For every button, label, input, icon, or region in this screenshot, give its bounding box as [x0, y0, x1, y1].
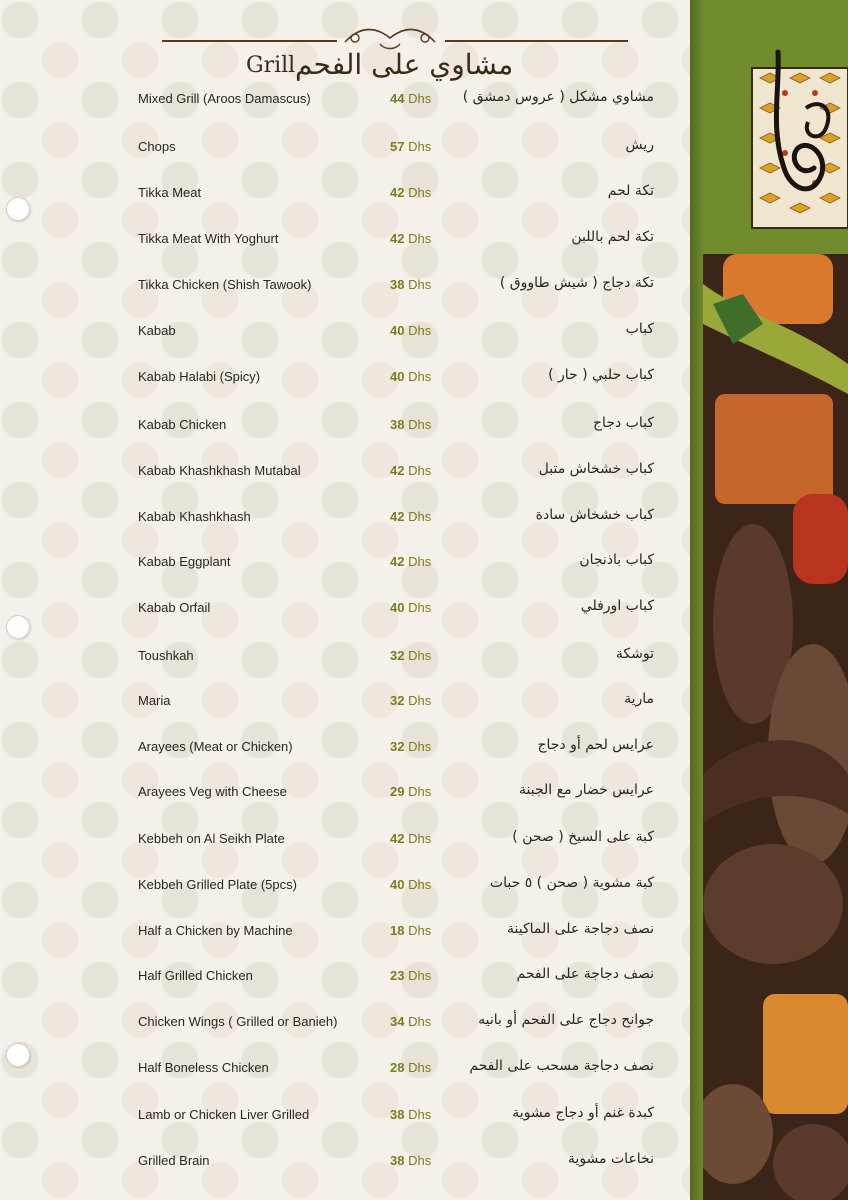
- item-price: 42 Dhs: [390, 831, 432, 846]
- item-price: 18 Dhs: [390, 923, 432, 938]
- header-rule-left: [162, 40, 337, 42]
- menu-item: [0, 1151, 690, 1173]
- item-name-arabic: كباب دجاج: [593, 415, 654, 431]
- header-rule-right: [445, 40, 628, 42]
- item-name-english: Kabab Orfail: [138, 600, 211, 615]
- item-name-arabic: كبة على السيخ ( صحن ): [512, 829, 654, 845]
- item-price: 34 Dhs: [390, 1014, 432, 1029]
- item-price: 29 Dhs: [390, 784, 432, 799]
- item-name-arabic: نصف دجاجة على الفحم: [516, 966, 654, 982]
- item-name-english: Kabab: [138, 323, 176, 338]
- item-price: 42 Dhs: [390, 231, 432, 246]
- menu-item: [0, 367, 690, 389]
- menu-item: [0, 737, 690, 759]
- item-name-english: Maria: [138, 693, 171, 708]
- item-name-english: Lamb or Chicken Liver Grilled: [138, 1107, 310, 1122]
- menu-item: [0, 1058, 690, 1080]
- menu-item: [0, 415, 690, 437]
- item-name-english: Grilled Brain: [138, 1153, 210, 1168]
- item-name-arabic: تكة لحم: [607, 183, 654, 199]
- item-name-english: Kabab Khashkhash: [138, 509, 251, 524]
- item-price: 42 Dhs: [390, 185, 432, 200]
- item-name-english: Kebbeh on Al Seikh Plate: [138, 831, 285, 846]
- item-name-arabic: جوانح دجاج على الفحم أو بانيه: [478, 1012, 654, 1028]
- item-name-arabic: كباب خشخاش متبل: [538, 461, 654, 477]
- menu-item: [0, 691, 690, 713]
- item-name-arabic: كبدة غنم أو دجاج مشوية: [512, 1105, 654, 1121]
- restaurant-logo-icon: [750, 48, 848, 230]
- item-price: 32 Dhs: [390, 739, 432, 754]
- menu-item: [0, 183, 690, 205]
- item-price: 40 Dhs: [390, 600, 432, 615]
- section-title-english: Grill: [246, 53, 296, 78]
- item-price: 42 Dhs: [390, 463, 432, 478]
- section-header: [160, 20, 630, 84]
- item-price: 32 Dhs: [390, 693, 432, 708]
- item-price: 57 Dhs: [390, 139, 432, 154]
- item-name-english: Arayees (Meat or Chicken): [138, 739, 293, 754]
- menu-item: [0, 1105, 690, 1127]
- item-name-arabic: ريش: [625, 137, 654, 153]
- menu-item: [0, 782, 690, 804]
- grill-food-photo: [703, 254, 848, 1200]
- item-price: 44 Dhs: [390, 91, 432, 106]
- item-price: 38 Dhs: [390, 417, 432, 432]
- item-name-arabic: نصف دجاجة مسحب على الفحم: [469, 1058, 654, 1074]
- item-name-arabic: كباب باذنجان: [579, 552, 654, 568]
- item-price: 32 Dhs: [390, 648, 432, 663]
- item-name-english: Chicken Wings ( Grilled or Banieh): [138, 1014, 338, 1029]
- menu-item: [0, 1012, 690, 1034]
- item-name-arabic: كباب خشخاش سادة: [535, 507, 654, 523]
- item-name-arabic: عرايس لحم أو دجاج: [537, 737, 654, 753]
- item-name-arabic: كباب اورفلي: [580, 598, 654, 614]
- item-name-arabic: نخاعات مشوية: [567, 1151, 654, 1167]
- item-name-arabic: مشاوي مشكل ( عروس دمشق ): [462, 89, 654, 105]
- item-name-arabic: كباب: [625, 321, 654, 337]
- item-name-arabic: تكة لحم باللبن: [571, 229, 654, 245]
- item-price: 38 Dhs: [390, 1153, 432, 1168]
- item-name-english: Tikka Chicken (Shish Tawook): [138, 277, 312, 292]
- menu-item: [0, 89, 690, 111]
- menu-item: [0, 966, 690, 988]
- item-price: 40 Dhs: [390, 369, 432, 384]
- item-name-english: Kabab Khashkhash Mutabal: [138, 463, 301, 478]
- item-name-arabic: مارية: [624, 691, 654, 707]
- menu-item: [0, 875, 690, 897]
- menu-item: [0, 137, 690, 159]
- menu-item: [0, 921, 690, 943]
- item-name-english: Kabab Eggplant: [138, 554, 231, 569]
- menu-item: [0, 507, 690, 529]
- item-name-english: Half Grilled Chicken: [138, 968, 253, 983]
- item-price: 40 Dhs: [390, 877, 432, 892]
- item-price: 23 Dhs: [390, 968, 432, 983]
- menu-item: [0, 598, 690, 620]
- item-price: 40 Dhs: [390, 323, 432, 338]
- item-name-english: Arayees Veg with Cheese: [138, 784, 287, 799]
- item-name-english: Tikka Meat With Yoghurt: [138, 231, 279, 246]
- section-title-arabic: مشاوي على الفحم: [295, 48, 514, 81]
- item-name-english: Kebbeh Grilled Plate (5pcs): [138, 877, 297, 892]
- item-name-arabic: كبة مشوية ( صحن ) ٥ حبات: [489, 875, 654, 891]
- item-name-english: Toushkah: [138, 648, 194, 663]
- item-name-english: Tikka Meat: [138, 185, 202, 200]
- item-price: 42 Dhs: [390, 509, 432, 524]
- item-name-arabic: تكة دجاج ( شيش طاووق ): [499, 275, 654, 291]
- item-name-english: Half a Chicken by Machine: [138, 923, 293, 938]
- item-price: 42 Dhs: [390, 554, 432, 569]
- item-name-english: Mixed Grill (Aroos Damascus): [138, 91, 311, 106]
- item-name-arabic: نصف دجاجة على الماكينة: [507, 921, 654, 937]
- item-price: 38 Dhs: [390, 1107, 432, 1122]
- item-name-english: Kabab Halabi (Spicy): [138, 369, 261, 384]
- menu-item: [0, 552, 690, 574]
- menu-item: [0, 646, 690, 668]
- menu-item: [0, 275, 690, 297]
- item-name-english: Chops: [138, 139, 176, 154]
- item-name-english: Kabab Chicken: [138, 417, 227, 432]
- item-price: 38 Dhs: [390, 277, 432, 292]
- item-name-english: Half Boneless Chicken: [138, 1060, 269, 1075]
- item-name-arabic: كباب حلبي ( حار ): [548, 367, 654, 383]
- menu-item: [0, 321, 690, 343]
- item-name-arabic: عرايس خضار مع الجبنة: [519, 782, 654, 798]
- item-name-arabic: توشكة: [615, 646, 654, 662]
- menu-item: [0, 461, 690, 483]
- item-price: 28 Dhs: [390, 1060, 432, 1075]
- menu-item: [0, 229, 690, 251]
- menu-item: [0, 829, 690, 851]
